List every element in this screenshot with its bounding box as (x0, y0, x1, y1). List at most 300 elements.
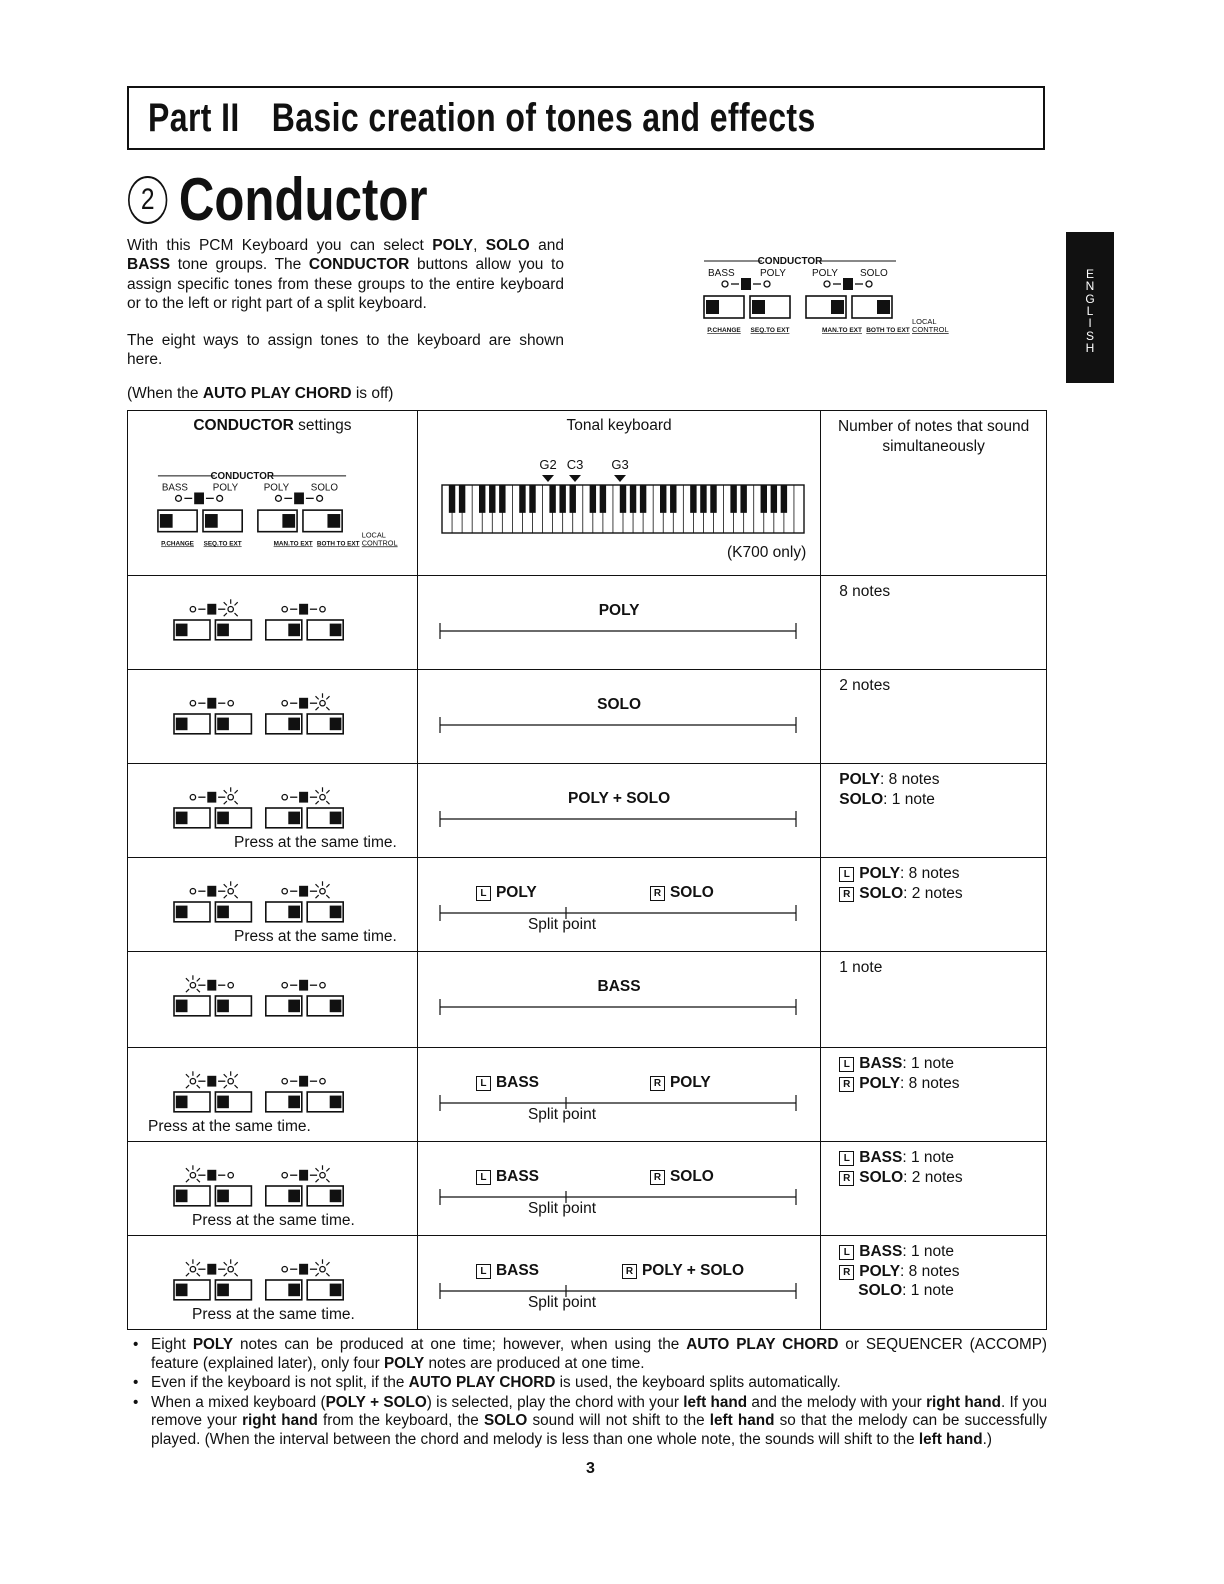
p-change-led-icon (176, 1000, 188, 1013)
both-to-ext-led-icon (330, 1284, 342, 1297)
notes-key: POLY (859, 865, 901, 882)
right-box-icon: R (839, 1171, 854, 1186)
black-key (760, 485, 766, 513)
keyboard-mark-label: G3 (611, 457, 629, 472)
seq-to-ext-led-icon (217, 812, 229, 825)
part-header (148, 96, 816, 141)
notes-value: : 2 notes (903, 884, 963, 902)
notes-line (839, 1168, 1046, 1188)
right-range-text: POLY + SOLO (641, 1262, 745, 1279)
conductor-panel-svg (154, 467, 399, 549)
keyboard-range-cell (417, 670, 820, 764)
table-row (128, 670, 1047, 764)
notes-line (839, 790, 1046, 810)
right-range-text: POLY (669, 1074, 711, 1091)
conductor-setting-svg (170, 966, 410, 1026)
black-key (529, 485, 535, 513)
notes-key: SOLO (859, 1168, 904, 1186)
conductor-setting-svg (170, 1250, 410, 1310)
notes-value: 8 notes (839, 583, 891, 600)
lit-spark-icon (186, 1179, 189, 1182)
table-row (128, 764, 1047, 858)
black-key (600, 485, 606, 513)
notes-value: : 8 notes (900, 1262, 960, 1280)
black-key (740, 485, 746, 513)
right-range-label (650, 884, 714, 902)
lit-spark-icon (315, 707, 318, 710)
notes-key: POLY (859, 1074, 901, 1092)
indicator-lamp-icon (190, 607, 195, 612)
split-point-label: Split point (527, 916, 597, 933)
p-change-led-icon (176, 1190, 188, 1203)
both-to-ext-led-icon (877, 300, 890, 314)
press-same-time-label: Press at the same time. (192, 1306, 355, 1323)
man-to-ext-led-icon (288, 812, 300, 825)
left-box-icon: L (476, 1076, 491, 1091)
seq-to-ext-led-icon (217, 1000, 229, 1013)
panel-group-label: BASS (161, 482, 188, 494)
side-tab-letter: I (1088, 316, 1092, 331)
lit-spark-icon (186, 1262, 189, 1265)
keyboard-mark-label: C3 (566, 457, 584, 472)
notes-value: : 8 notes (880, 771, 940, 788)
black-key (489, 485, 495, 513)
range-label: BASS (597, 978, 641, 995)
table-row (128, 1236, 1047, 1330)
lit-spark-icon (224, 613, 227, 616)
section-title (128, 165, 428, 234)
black-key (630, 485, 636, 513)
panel-group-label: SOLO (860, 268, 888, 279)
right-range-text: SOLO (669, 884, 714, 901)
conductor-title: CONDUCTOR (210, 470, 274, 482)
notes-key: BASS (859, 1055, 903, 1072)
p-change-led-icon (176, 906, 188, 919)
conductor-table (127, 410, 1047, 1330)
panel-button-label: SEQ.TO EXT (203, 540, 242, 548)
indicator-block-icon (299, 604, 308, 615)
notes-key: BASS (859, 1243, 903, 1260)
indicator-lamp-icon (228, 607, 233, 612)
indicator-lamp-icon (866, 281, 872, 287)
indicator-block-icon (294, 492, 304, 504)
left-range-text: POLY (495, 884, 537, 901)
indicator-lamp-icon (320, 983, 325, 988)
left-range-text: BASS (495, 1168, 540, 1185)
indicator-lamp-icon (190, 1173, 195, 1178)
panel-group-label: SOLO (310, 482, 338, 494)
bullet-icon: • (133, 1374, 139, 1391)
side-tab-letter: L (1086, 303, 1094, 318)
man-to-ext-led-icon (288, 1190, 300, 1203)
auto-play-note: (When the AUTO PLAY CHORD is off) (127, 385, 394, 402)
indicator-lamp-icon (722, 281, 728, 287)
p-change-led-icon (176, 812, 188, 825)
notes-value: : 1 note (883, 790, 935, 808)
range-line-svg (436, 1182, 816, 1212)
left-range-label (476, 1262, 539, 1280)
indicator-lamp-icon (228, 1079, 233, 1084)
black-key (590, 485, 596, 513)
indicator-block-icon (207, 1264, 216, 1275)
indicator-block-icon (299, 980, 308, 991)
settings-cell (128, 952, 418, 1048)
left-box-icon: L (839, 1151, 854, 1166)
notes-key: BASS (859, 1149, 903, 1166)
notes-cell (821, 576, 1047, 670)
notes-cell (821, 1236, 1047, 1330)
lit-spark-icon (235, 801, 238, 804)
right-box-icon: R (622, 1264, 637, 1279)
lit-spark-icon (315, 1262, 318, 1265)
range-label: POLY + SOLO (568, 790, 671, 807)
part-title: Basic creation of tones and effects (271, 96, 816, 140)
panel-group-label: POLY (263, 482, 290, 494)
p-change-led-icon (176, 624, 188, 637)
black-key (700, 485, 706, 513)
man-to-ext-led-icon (288, 906, 300, 919)
indicator-lamp-icon (282, 983, 287, 988)
lit-spark-icon (315, 1168, 318, 1171)
conductor-setting-svg (170, 590, 410, 650)
lit-spark-icon (235, 602, 238, 605)
settings-cell (128, 670, 418, 764)
indicator-lamp-icon (228, 1267, 233, 1272)
table-row (128, 1048, 1047, 1142)
conductor-panel-diagram (700, 252, 950, 340)
black-key (620, 485, 626, 513)
settings-cell (128, 576, 418, 670)
indicator-lamp-icon (190, 1079, 195, 1084)
notes-line (839, 770, 1046, 790)
notes-line (839, 1242, 1046, 1262)
press-same-time-label: Press at the same time. (192, 1212, 355, 1229)
indicator-block-icon (207, 792, 216, 803)
split-point-label: Split point (527, 1200, 597, 1217)
notes-value: : 8 notes (900, 1074, 960, 1092)
bullet-icon: • (133, 1393, 139, 1411)
indicator-lamp-icon (320, 795, 325, 800)
p-change-led-icon (160, 514, 173, 528)
indicator-block-icon (207, 698, 216, 709)
range-label: SOLO (597, 696, 642, 713)
conductor-setting-svg (170, 684, 410, 744)
intro-paragraph-2: The eight ways to assign tones to the keyboard are shown here. (127, 332, 564, 369)
range-line-svg (436, 992, 816, 1022)
intro-text (127, 236, 564, 388)
panel-button-label: BOTH TO EXT (866, 327, 910, 334)
indicator-lamp-icon (228, 795, 233, 800)
lit-spark-icon (186, 1074, 189, 1077)
lit-spark-icon (224, 895, 227, 898)
indicator-lamp-icon (282, 795, 287, 800)
panel-button-label: MAN.TO EXT (822, 327, 862, 334)
lit-spark-icon (186, 1168, 189, 1171)
notes-cell (821, 764, 1047, 858)
table-header-row (128, 411, 1047, 576)
table-body (128, 576, 1047, 1330)
lit-spark-icon (197, 1179, 200, 1182)
indicator-block-icon (194, 492, 204, 504)
indicator-lamp-icon (228, 701, 233, 706)
lit-spark-icon (235, 1262, 238, 1265)
footnote: • Even if the keyboard is not split, if the AUTO PLAY CHORD is used, the keyboard splits automatically. (133, 1374, 841, 1391)
left-range-text: BASS (495, 1074, 540, 1091)
man-to-ext-led-icon (288, 1000, 300, 1013)
indicator-lamp-icon (190, 889, 195, 894)
settings-cell (128, 1236, 418, 1330)
indicator-lamp-icon (317, 495, 323, 501)
intro-paragraph-1: With this PCM Keyboard you can select POLY, SOLO and BASS tone groups. The CONDUCTOR buttons allow you to assign specific tones from these groups to the entire keyboard or to the left or right part of a split keyboard. (127, 237, 564, 312)
lit-spark-icon (235, 895, 238, 898)
table-row (128, 1142, 1047, 1236)
lit-spark-icon (224, 790, 227, 793)
indicator-lamp-icon (190, 701, 195, 706)
lit-spark-icon (186, 1085, 189, 1088)
section-number-icon: 2 (128, 176, 167, 224)
lit-spark-icon (326, 790, 329, 793)
right-range-text: SOLO (669, 1168, 714, 1185)
side-tab-letter: E (1085, 267, 1094, 281)
black-key (559, 485, 565, 513)
panel-button-label: BOTH TO EXT (316, 540, 360, 548)
black-key (771, 485, 777, 513)
panel-group-label: POLY (212, 482, 239, 494)
lit-spark-icon (235, 1273, 238, 1276)
conductor-setting-svg (170, 872, 410, 932)
table-row (128, 952, 1047, 1048)
range-line-svg (436, 1276, 816, 1306)
man-to-ext-led-icon (288, 1284, 300, 1297)
black-key (690, 485, 696, 513)
indicator-lamp-icon (764, 281, 770, 287)
panel-button-label: SEQ.TO EXT (750, 327, 790, 334)
conductor-title: CONDUCTOR (757, 256, 823, 267)
notes-value: 2 notes (839, 677, 891, 694)
lit-spark-icon (326, 1262, 329, 1265)
lit-spark-icon (315, 696, 318, 699)
notes-key: POLY (859, 1262, 901, 1280)
black-key (569, 485, 575, 513)
right-box-icon: R (839, 1265, 854, 1280)
lit-spark-icon (326, 895, 329, 898)
keyboard-header: Tonal keyboard (566, 417, 672, 434)
settings-cell (128, 1142, 418, 1236)
both-to-ext-led-icon (330, 1190, 342, 1203)
control-label: CONTROL (361, 538, 398, 548)
lit-spark-icon (326, 696, 329, 699)
keyboard-diagram (438, 455, 808, 540)
man-to-ext-led-icon (831, 300, 844, 314)
lit-spark-icon (186, 1273, 189, 1276)
footnote: • When a mixed keyboard (POLY + SOLO) is selected, play the chord with your left hand and the melody with your right hand. If you remove your right hand from the keyboard, the SOLO sound will not shift to the left hand so that the melody can be successfully played. (When the interval between the chord and melody is less than one whole note, the sounds will shift to the left hand.) (133, 1393, 1047, 1448)
left-box-icon: L (839, 1245, 854, 1260)
black-key (710, 485, 716, 513)
keyboard-range-cell (417, 576, 820, 670)
seq-to-ext-led-icon (217, 906, 229, 919)
indicator-block-icon (207, 1170, 216, 1181)
left-range-label (476, 884, 537, 902)
conductor-setting-svg (170, 1062, 410, 1122)
left-box-icon: L (476, 1170, 491, 1185)
local-label: LOCAL (361, 530, 386, 540)
left-box-icon: L (476, 1264, 491, 1279)
notes-value: 1 note (839, 959, 883, 976)
footnote: • Eight POLY notes can be produced at one time; however, when using the AUTO PLAY CHORD or SEQUENCER (ACCOMP) feature (explained later), only four POLY notes are produced at one time. (133, 1336, 1048, 1372)
notes-key: SOLO (859, 884, 904, 902)
indicator-lamp-icon (190, 983, 195, 988)
notes-header: Number of notes that sound simultaneously (837, 418, 1030, 455)
conductor-setting-svg (170, 778, 410, 838)
press-same-time-label: Press at the same time. (234, 834, 397, 851)
local-label: LOCAL (912, 317, 937, 326)
indicator-lamp-icon (320, 1267, 325, 1272)
keyboard-header-cell (417, 411, 820, 576)
left-box-icon: L (839, 867, 854, 882)
black-key (449, 485, 455, 513)
seq-to-ext-led-icon (205, 514, 218, 528)
indicator-lamp-icon (320, 889, 325, 894)
lit-spark-icon (326, 707, 329, 710)
indicator-lamp-icon (282, 1079, 287, 1084)
lit-spark-icon (186, 978, 189, 981)
lit-spark-icon (315, 895, 318, 898)
black-key (660, 485, 666, 513)
lit-spark-icon (197, 1262, 200, 1265)
conductor-panel-svg (700, 252, 950, 336)
language-side-tab (1066, 232, 1114, 383)
keyboard-note: (K700 only) (726, 544, 807, 561)
notes-key: POLY (839, 771, 881, 788)
notes-value: : 1 note (902, 1055, 955, 1072)
left-range-label (476, 1074, 539, 1092)
indicator-lamp-icon (824, 281, 830, 287)
indicator-block-icon (843, 278, 853, 290)
notes-header-cell (821, 411, 1047, 576)
black-key (781, 485, 787, 513)
notes-key: SOLO (858, 1282, 903, 1299)
split-point-label: Split point (527, 1294, 597, 1311)
indicator-block-icon (299, 792, 308, 803)
black-key (499, 485, 505, 513)
settings-header: CONDUCTOR settings (193, 417, 352, 434)
lit-spark-icon (326, 801, 329, 804)
lit-spark-icon (235, 1074, 238, 1077)
left-range-text: BASS (495, 1262, 540, 1279)
notes-value: : 1 note (902, 1149, 955, 1166)
lit-spark-icon (315, 801, 318, 804)
side-tab-letter: N (1085, 279, 1095, 294)
indicator-block-icon (299, 1170, 308, 1181)
indicator-block-icon (299, 1264, 308, 1275)
table-row (128, 858, 1047, 952)
lit-spark-icon (197, 989, 200, 992)
press-same-time-label: Press at the same time. (148, 1118, 311, 1135)
indicator-lamp-icon (320, 1173, 325, 1178)
lit-spark-icon (224, 801, 227, 804)
section-title-text: Conductor (178, 166, 428, 233)
notes-cell (821, 1048, 1047, 1142)
settings-header-cell (128, 411, 418, 576)
panel-group-label: POLY (812, 268, 838, 279)
side-tab-letter: G (1085, 291, 1095, 306)
lit-spark-icon (235, 613, 238, 616)
page-number: 3 (586, 1460, 595, 1477)
keyboard-range-cell (417, 1048, 820, 1142)
black-key (479, 485, 485, 513)
p-change-led-icon (176, 718, 188, 731)
indicator-block-icon (207, 980, 216, 991)
seq-to-ext-led-icon (217, 624, 229, 637)
seq-to-ext-led-icon (217, 718, 229, 731)
conductor-setting-svg (170, 1156, 410, 1216)
notes-line (839, 1074, 1046, 1094)
side-tab-letter: H (1085, 340, 1095, 355)
indicator-lamp-icon (282, 889, 287, 894)
indicator-lamp-icon (217, 495, 223, 501)
notes-line (839, 1148, 1046, 1168)
keyboard-range-cell (417, 1142, 820, 1236)
black-key (459, 485, 465, 513)
right-range-label (650, 1074, 711, 1092)
man-to-ext-led-icon (282, 514, 295, 528)
range-line-svg (436, 616, 816, 646)
bullet-icon: • (133, 1336, 139, 1353)
p-change-led-icon (176, 1096, 188, 1109)
notes-line (839, 582, 1046, 602)
both-to-ext-led-icon (330, 1096, 342, 1109)
right-box-icon: R (650, 1076, 665, 1091)
both-to-ext-led-icon (327, 514, 340, 528)
control-label: CONTROL (912, 325, 949, 334)
both-to-ext-led-icon (330, 812, 342, 825)
right-range-label (650, 1168, 714, 1186)
press-same-time-label: Press at the same time. (234, 928, 397, 945)
panel-group-label: POLY (760, 268, 786, 279)
lit-spark-icon (315, 1179, 318, 1182)
notes-line (839, 884, 1046, 904)
lit-spark-icon (224, 1262, 227, 1265)
lit-spark-icon (197, 1085, 200, 1088)
lit-spark-icon (315, 884, 318, 887)
keyboard-mark-arrow-icon (569, 475, 581, 482)
indicator-lamp-icon (282, 1173, 287, 1178)
left-range-label (476, 1168, 539, 1186)
notes-line (839, 958, 1046, 978)
black-key (670, 485, 676, 513)
indicator-lamp-icon (320, 607, 325, 612)
indicator-lamp-icon (320, 701, 325, 706)
notes-cell (821, 1142, 1047, 1236)
lit-spark-icon (224, 884, 227, 887)
conductor-panel-diagram-small (154, 467, 399, 553)
keyboard-range-cell (417, 1236, 820, 1330)
right-range-label (622, 1262, 744, 1280)
indicator-lamp-icon (190, 1267, 195, 1272)
indicator-block-icon (207, 886, 216, 897)
keyboard-mark-label: G2 (539, 457, 557, 472)
indicator-lamp-icon (320, 1079, 325, 1084)
side-tab-letter: S (1085, 328, 1094, 343)
range-line-svg (436, 1088, 816, 1118)
seq-to-ext-led-icon (752, 300, 765, 314)
indicator-block-icon (207, 1076, 216, 1087)
keyboard-mark-arrow-icon (542, 475, 554, 482)
indicator-block-icon (207, 604, 216, 615)
indicator-block-icon (299, 698, 308, 709)
keyboard-mark-arrow-icon (614, 475, 626, 482)
black-key (549, 485, 555, 513)
